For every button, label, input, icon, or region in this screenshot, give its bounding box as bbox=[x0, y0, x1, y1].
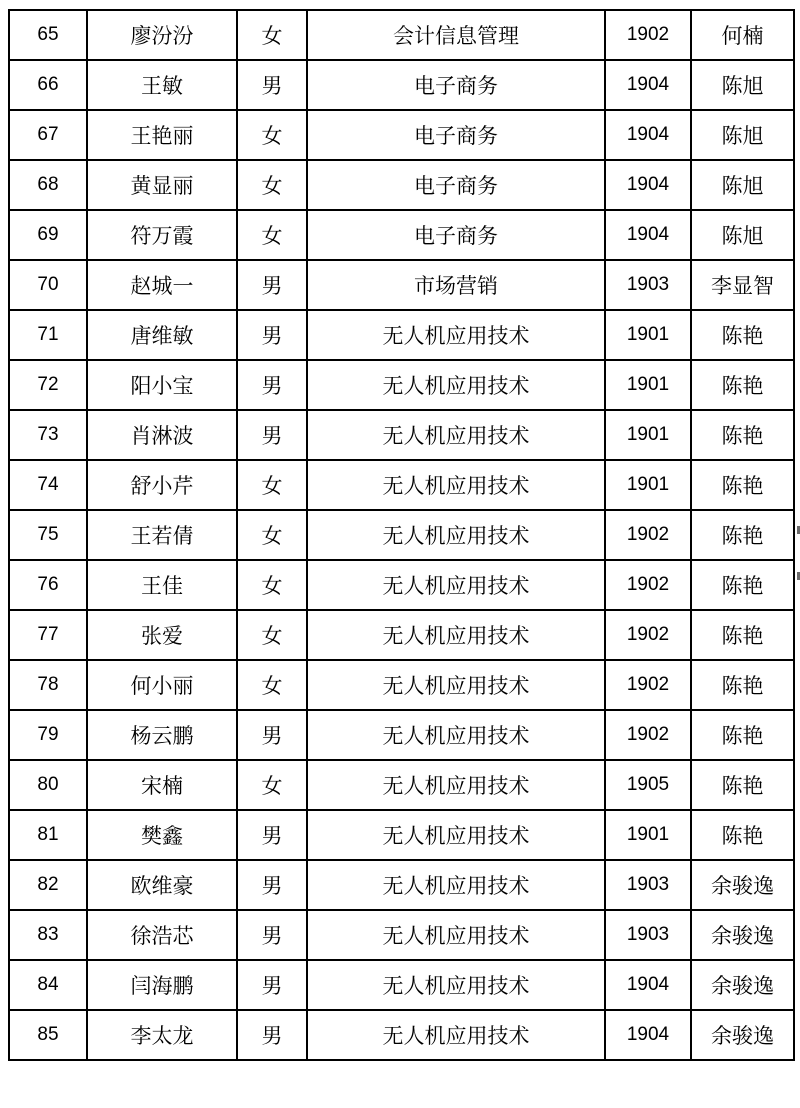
class-number-cell: 1902 bbox=[605, 10, 691, 60]
major-cell: 会计信息管理 bbox=[307, 10, 605, 60]
serial-number-cell: 83 bbox=[9, 910, 87, 960]
serial-number-cell: 68 bbox=[9, 160, 87, 210]
teacher-cell: 余骏逸 bbox=[691, 960, 794, 1010]
teacher-cell: 余骏逸 bbox=[691, 1010, 794, 1060]
table-row bbox=[9, 560, 794, 610]
gender-cell: 女 bbox=[237, 610, 307, 660]
gender-cell: 男 bbox=[237, 860, 307, 910]
teacher-cell: 陈艳 bbox=[691, 410, 794, 460]
major-cell: 市场营销 bbox=[307, 260, 605, 310]
teacher-cell: 陈旭 bbox=[691, 110, 794, 160]
class-number-cell: 1904 bbox=[605, 960, 691, 1010]
gender-cell: 女 bbox=[237, 160, 307, 210]
teacher-cell: 李显智 bbox=[691, 260, 794, 310]
gender-cell: 男 bbox=[237, 260, 307, 310]
teacher-cell: 陈艳 bbox=[691, 310, 794, 360]
student-name-cell: 廖汾汾 bbox=[87, 10, 237, 60]
major-cell: 电子商务 bbox=[307, 110, 605, 160]
student-name-cell: 肖淋波 bbox=[87, 410, 237, 460]
teacher-cell: 陈艳 bbox=[691, 810, 794, 860]
serial-number-cell: 70 bbox=[9, 260, 87, 310]
serial-number-cell: 71 bbox=[9, 310, 87, 360]
class-number-cell: 1904 bbox=[605, 1010, 691, 1060]
serial-number-cell: 81 bbox=[9, 810, 87, 860]
table-row bbox=[9, 1010, 794, 1060]
gender-cell: 男 bbox=[237, 1010, 307, 1060]
table-row bbox=[9, 60, 794, 110]
major-cell: 无人机应用技术 bbox=[307, 910, 605, 960]
student-name-cell: 徐浩芯 bbox=[87, 910, 237, 960]
student-name-cell: 张爱 bbox=[87, 610, 237, 660]
class-number-cell: 1904 bbox=[605, 160, 691, 210]
major-cell: 无人机应用技术 bbox=[307, 860, 605, 910]
class-number-cell: 1902 bbox=[605, 610, 691, 660]
class-number-cell: 1901 bbox=[605, 410, 691, 460]
class-number-cell: 1905 bbox=[605, 760, 691, 810]
serial-number-cell: 67 bbox=[9, 110, 87, 160]
class-number-cell: 1902 bbox=[605, 510, 691, 560]
gender-cell: 女 bbox=[237, 510, 307, 560]
teacher-cell: 余骏逸 bbox=[691, 910, 794, 960]
teacher-cell: 陈艳 bbox=[691, 660, 794, 710]
student-name-cell: 舒小芹 bbox=[87, 460, 237, 510]
gender-cell: 男 bbox=[237, 810, 307, 860]
table-row bbox=[9, 710, 794, 760]
major-cell: 无人机应用技术 bbox=[307, 560, 605, 610]
table-row bbox=[9, 460, 794, 510]
serial-number-cell: 78 bbox=[9, 660, 87, 710]
class-number-cell: 1902 bbox=[605, 560, 691, 610]
table-row bbox=[9, 360, 794, 410]
table-row bbox=[9, 310, 794, 360]
serial-number-cell: 65 bbox=[9, 10, 87, 60]
class-number-cell: 1903 bbox=[605, 260, 691, 310]
gender-cell: 男 bbox=[237, 960, 307, 1010]
table-row bbox=[9, 510, 794, 560]
class-number-cell: 1904 bbox=[605, 210, 691, 260]
table-row bbox=[9, 960, 794, 1010]
gender-cell: 女 bbox=[237, 110, 307, 160]
student-name-cell: 阳小宝 bbox=[87, 360, 237, 410]
serial-number-cell: 74 bbox=[9, 460, 87, 510]
gender-cell: 女 bbox=[237, 760, 307, 810]
gender-cell: 男 bbox=[237, 60, 307, 110]
table-row bbox=[9, 610, 794, 660]
table-row bbox=[9, 160, 794, 210]
student-name-cell: 何小丽 bbox=[87, 660, 237, 710]
major-cell: 电子商务 bbox=[307, 210, 605, 260]
teacher-cell: 何楠 bbox=[691, 10, 794, 60]
class-number-cell: 1901 bbox=[605, 810, 691, 860]
serial-number-cell: 84 bbox=[9, 960, 87, 1010]
table-row bbox=[9, 410, 794, 460]
student-name-cell: 杨云鹏 bbox=[87, 710, 237, 760]
teacher-cell: 陈艳 bbox=[691, 610, 794, 660]
serial-number-cell: 66 bbox=[9, 60, 87, 110]
serial-number-cell: 77 bbox=[9, 610, 87, 660]
major-cell: 无人机应用技术 bbox=[307, 960, 605, 1010]
student-name-cell: 樊鑫 bbox=[87, 810, 237, 860]
gender-cell: 男 bbox=[237, 310, 307, 360]
gender-cell: 男 bbox=[237, 910, 307, 960]
serial-number-cell: 72 bbox=[9, 360, 87, 410]
major-cell: 无人机应用技术 bbox=[307, 510, 605, 560]
serial-number-cell: 73 bbox=[9, 410, 87, 460]
gender-cell: 男 bbox=[237, 710, 307, 760]
teacher-cell: 陈旭 bbox=[691, 60, 794, 110]
gender-cell: 女 bbox=[237, 660, 307, 710]
gender-cell: 女 bbox=[237, 460, 307, 510]
table-row bbox=[9, 10, 794, 60]
major-cell: 无人机应用技术 bbox=[307, 660, 605, 710]
student-name-cell: 宋楠 bbox=[87, 760, 237, 810]
student-name-cell: 李太龙 bbox=[87, 1010, 237, 1060]
major-cell: 无人机应用技术 bbox=[307, 1010, 605, 1060]
table-row bbox=[9, 210, 794, 260]
serial-number-cell: 75 bbox=[9, 510, 87, 560]
student-name-cell: 欧维豪 bbox=[87, 860, 237, 910]
serial-number-cell: 69 bbox=[9, 210, 87, 260]
major-cell: 电子商务 bbox=[307, 160, 605, 210]
serial-number-cell: 80 bbox=[9, 760, 87, 810]
student-name-cell: 王若倩 bbox=[87, 510, 237, 560]
student-name-cell: 王敏 bbox=[87, 60, 237, 110]
serial-number-cell: 76 bbox=[9, 560, 87, 610]
student-roster-table bbox=[8, 9, 795, 1061]
serial-number-cell: 82 bbox=[9, 860, 87, 910]
gender-cell: 男 bbox=[237, 410, 307, 460]
class-number-cell: 1904 bbox=[605, 110, 691, 160]
major-cell: 无人机应用技术 bbox=[307, 410, 605, 460]
teacher-cell: 陈艳 bbox=[691, 460, 794, 510]
major-cell: 无人机应用技术 bbox=[307, 360, 605, 410]
teacher-cell: 陈艳 bbox=[691, 560, 794, 610]
class-number-cell: 1904 bbox=[605, 60, 691, 110]
major-cell: 无人机应用技术 bbox=[307, 310, 605, 360]
student-name-cell: 符万霞 bbox=[87, 210, 237, 260]
roster-body bbox=[9, 10, 794, 1060]
table-row bbox=[9, 810, 794, 860]
class-number-cell: 1902 bbox=[605, 660, 691, 710]
major-cell: 无人机应用技术 bbox=[307, 710, 605, 760]
teacher-cell: 陈艳 bbox=[691, 710, 794, 760]
student-name-cell: 唐维敏 bbox=[87, 310, 237, 360]
table-row bbox=[9, 260, 794, 310]
major-cell: 电子商务 bbox=[307, 60, 605, 110]
student-name-cell: 赵城一 bbox=[87, 260, 237, 310]
student-name-cell: 王艳丽 bbox=[87, 110, 237, 160]
serial-number-cell: 85 bbox=[9, 1010, 87, 1060]
table-row bbox=[9, 660, 794, 710]
major-cell: 无人机应用技术 bbox=[307, 760, 605, 810]
gender-cell: 女 bbox=[237, 560, 307, 610]
teacher-cell: 陈艳 bbox=[691, 760, 794, 810]
student-name-cell: 王佳 bbox=[87, 560, 237, 610]
table-row bbox=[9, 910, 794, 960]
teacher-cell: 余骏逸 bbox=[691, 860, 794, 910]
teacher-cell: 陈艳 bbox=[691, 510, 794, 560]
class-number-cell: 1902 bbox=[605, 710, 691, 760]
class-number-cell: 1901 bbox=[605, 360, 691, 410]
teacher-cell: 陈艳 bbox=[691, 360, 794, 410]
student-name-cell: 黄显丽 bbox=[87, 160, 237, 210]
teacher-cell: 陈旭 bbox=[691, 210, 794, 260]
student-roster-sheet bbox=[8, 9, 795, 1061]
student-name-cell: 闫海鹏 bbox=[87, 960, 237, 1010]
major-cell: 无人机应用技术 bbox=[307, 610, 605, 660]
table-row bbox=[9, 860, 794, 910]
major-cell: 无人机应用技术 bbox=[307, 810, 605, 860]
gender-cell: 女 bbox=[237, 210, 307, 260]
table-row bbox=[9, 760, 794, 810]
table-row bbox=[9, 110, 794, 160]
gender-cell: 女 bbox=[237, 10, 307, 60]
serial-number-cell: 79 bbox=[9, 710, 87, 760]
class-number-cell: 1903 bbox=[605, 910, 691, 960]
class-number-cell: 1901 bbox=[605, 310, 691, 360]
major-cell: 无人机应用技术 bbox=[307, 460, 605, 510]
class-number-cell: 1903 bbox=[605, 860, 691, 910]
class-number-cell: 1901 bbox=[605, 460, 691, 510]
teacher-cell: 陈旭 bbox=[691, 160, 794, 210]
gender-cell: 男 bbox=[237, 360, 307, 410]
